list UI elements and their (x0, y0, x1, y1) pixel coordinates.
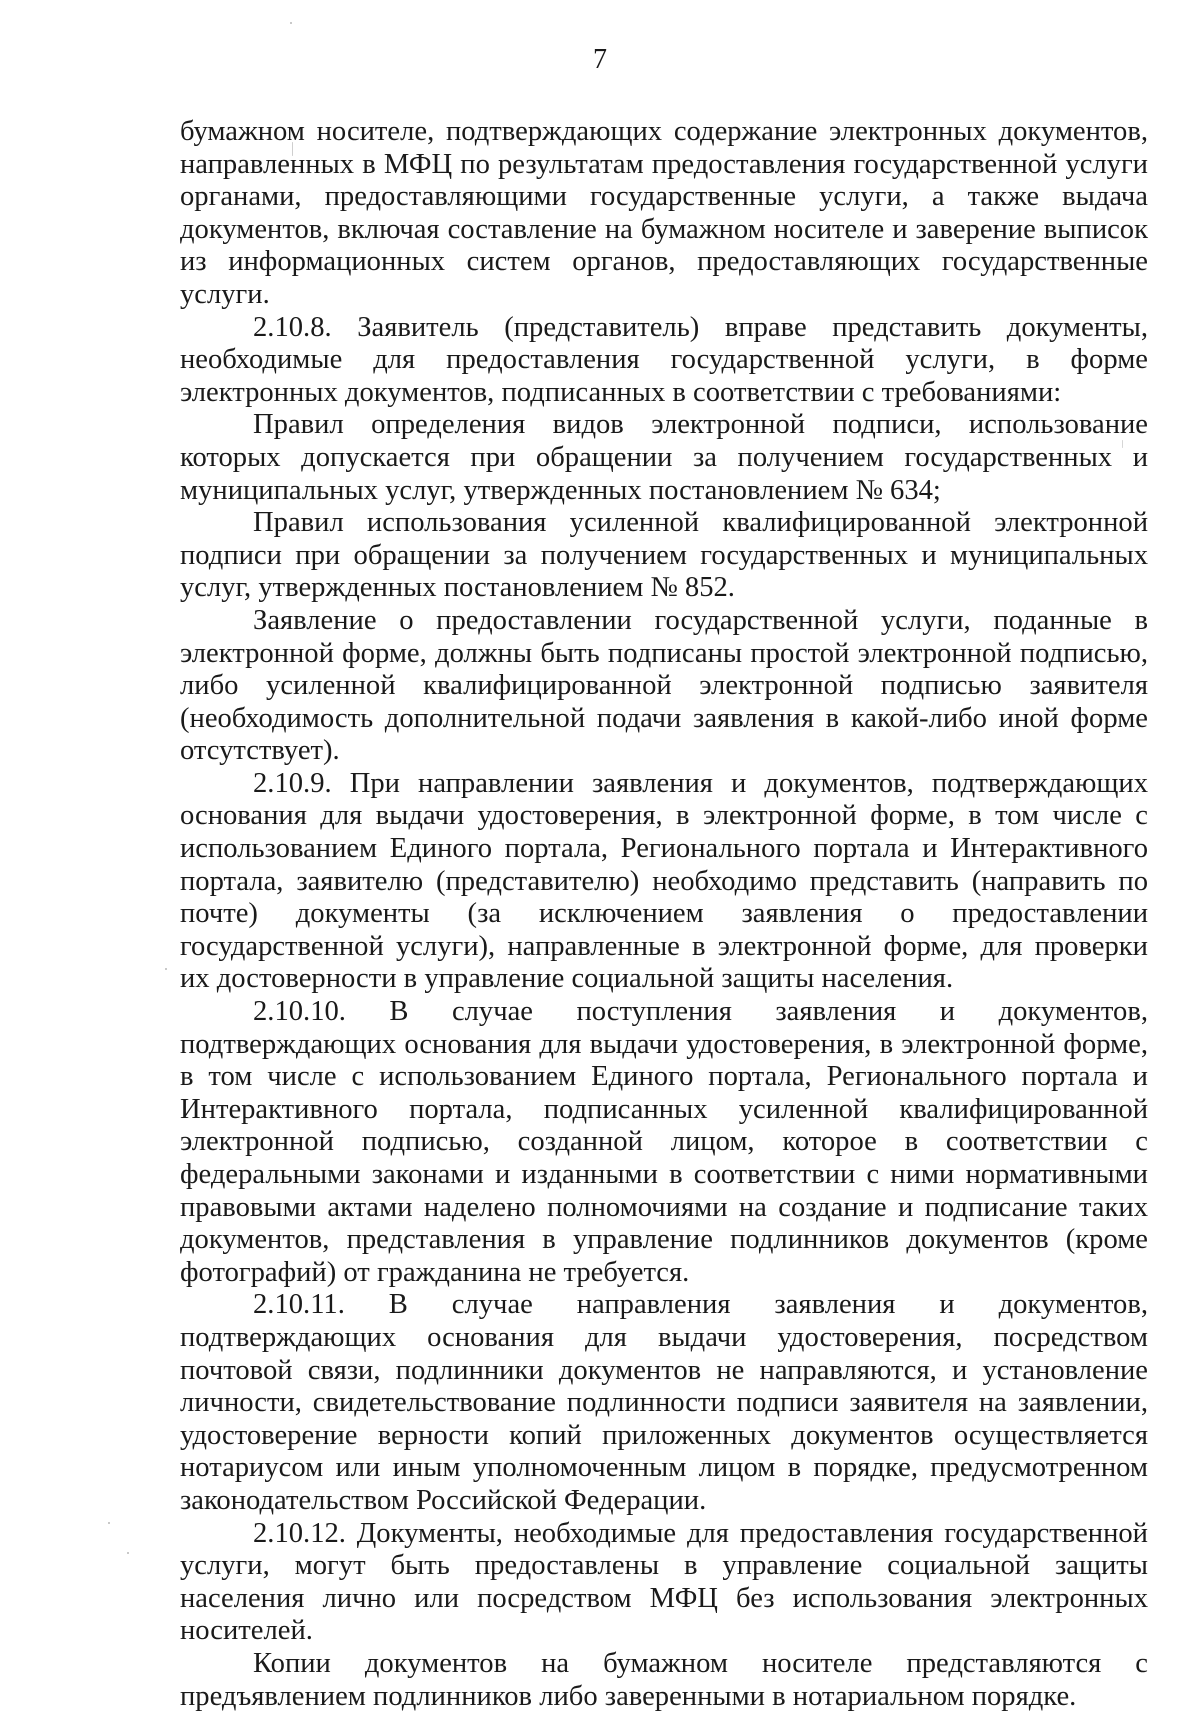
paragraph: 2.10.10. В случае поступления заявления и документов, подтверждающих основания для выдачи удостоверения, в электронной форме, в том числе с использованием Единого портала, Регионального портала и Интерактивного портала, подписанных усиленной квалифицированной электронной подписью, созданной лицом, которое в соответствии с федеральными законами и изданными в соответствии с ними нормативными правовыми актами наделено полномочиями на создание и подписание таких документов, представления в управление подлинников документов (кроме фотографий) от гражданина не требуется. (180, 996, 1148, 1288)
page-number: 7 (593, 44, 607, 75)
paragraph: 2.10.9. При направлении заявления и документов, подтверждающих основания для выдачи удостоверения, в электронной форме, в том числе с использованием Единого портала, Регионального портала и Интерактивного портала, заявителю (представителю) необходимо представить (направить по почте) документы (за исключением заявления о предоставлении государственной услуги), направленные в электронной форме, для проверки их достоверности в управление социальной защиты населения. (180, 767, 1148, 995)
scan-speck (290, 22, 292, 24)
paragraph: 2.10.12. Документы, необходимые для предоставления государственной услуги, могут быть предоставлены в управление социальной защиты населения лично или посредством МФЦ без использования электронных носителей. (180, 1517, 1148, 1647)
paragraph: 2.10.8. Заявитель (представитель) вправе представить документы, необходимые для предоставления государственной услуги, в форме электронных документов, подписанных в соответствии с требованиями: (180, 311, 1148, 408)
scan-speck (127, 1552, 129, 1554)
paragraph: Копии документов на бумажном носителе представляются с предъявлением подлинников либо заверенными в нотариальном порядке. (180, 1647, 1148, 1712)
paragraph: Правил определения видов электронной подписи, использование которых допускается при обращении за получением государственных и муниципальных услуг, утвержденных постановлением № 634; (180, 409, 1148, 506)
scan-speck (108, 1522, 110, 1524)
paragraph: 2.10.11. В случае направления заявления и документов, подтверждающих основания для выдачи удостоверения, посредством почтовой связи, подлинники документов не направляются, и установление личности, свидетельствование подлинности подписи заявителя на заявлении, удостоверение верности копий приложенных документов осуществляется нотариусом или иным уполномоченным лицом в порядке, предусмотренном законодательством Российской Федерации. (180, 1289, 1148, 1516)
paragraph: Правил использования усиленной квалифицированной электронной подписи при обращении за получением государственных и муниципальных услуг, утвержденных постановлением № 852. (180, 507, 1148, 604)
paragraph: бумажном носителе, подтверждающих содержание электронных документов, направленных в МФЦ по результатам предоставления государственной услуги органами, предоставляющими государственные услуги, а также выдача документов, включая составление на бумажном носителе и заверение выписок из информационных систем органов, предоставляющих государственные услуги. (180, 116, 1148, 310)
paragraph: Заявление о предоставлении государственной услуги, поданные в электронной форме, должны быть подписаны простой электронной подписью, либо усиленной квалифицированной электронной подписью заявителя (необходимость дополнительной подачи заявления в какой-либо иной форме отсутствует). (180, 604, 1148, 767)
document-body (180, 116, 1148, 1713)
scan-speck (165, 968, 167, 970)
